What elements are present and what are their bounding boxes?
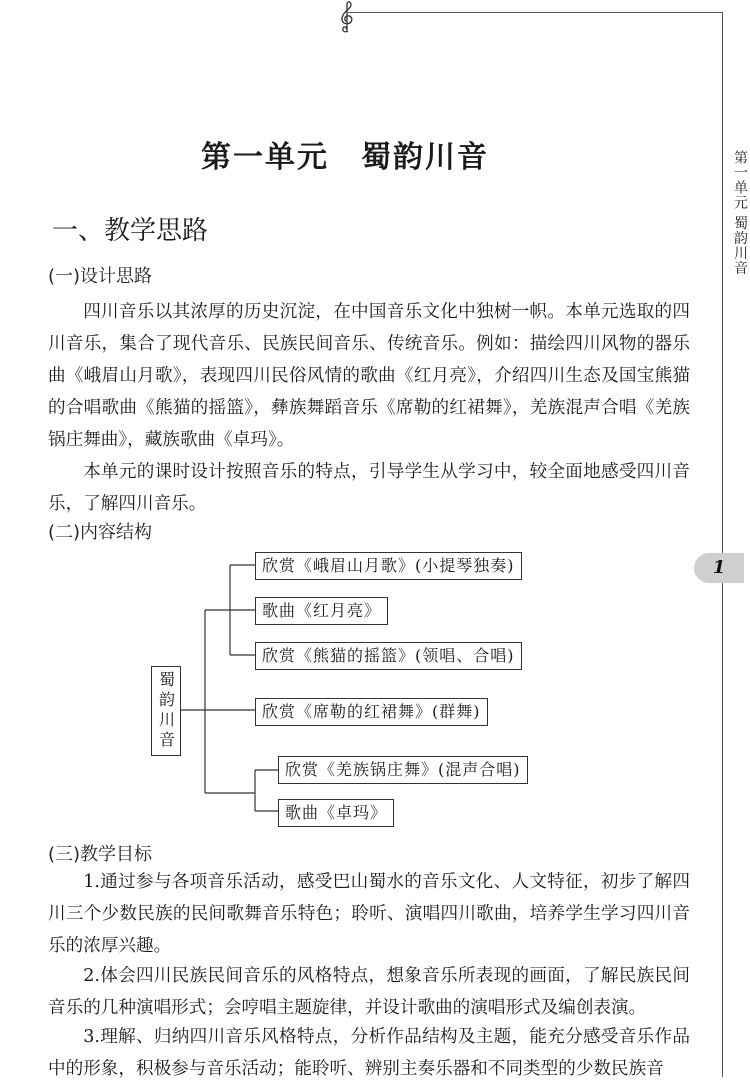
goal-paragraph-1: 1.通过参与各项音乐活动，感受巴山蜀水的音乐文化、人文特征，初步了解四川三个少数民族的民间歌舞音乐特色；聆听、演唱四川歌曲，培养学生学习四川音乐的浓厚兴趣。: [48, 872, 690, 956]
diagram-node: 欣赏《熊猫的摇篮》(领唱、合唱): [255, 642, 522, 670]
running-side-title: 第一单元 蜀韵川音: [732, 150, 748, 276]
diagram-node: 歌曲《红月亮》: [255, 597, 388, 625]
diagram-node: 歌曲《卓玛》: [278, 799, 394, 827]
page-frame-right-rule: [722, 12, 723, 1077]
content-structure-diagram: [140, 540, 560, 840]
subsection-heading-goals: (三)教学目标: [48, 844, 153, 865]
diagram-node: 欣赏《峨眉山月歌》(小提琴独奏): [255, 552, 522, 580]
unit-title: 第一单元 蜀韵川音: [201, 140, 489, 175]
goal-paragraph-3: 3.理解、归纳四川音乐风格特点，分析作品结构及主题，能充分感受音乐作品中的形象，积极参与音乐活动；能聆听、辨别主奏乐器和不同类型的少数民族音: [48, 1027, 690, 1079]
diagram-connectors: [140, 540, 560, 840]
section-heading: 一、教学思路: [52, 216, 209, 246]
diagram-node: 欣赏《席勒的红裙舞》(群舞): [255, 698, 488, 726]
page-number-badge: 1: [694, 553, 744, 583]
page-frame-top-rule: [348, 12, 723, 13]
goal-paragraph-2: 2.体会四川民族民间音乐的风格特点，想象音乐所表现的画面，了解民族民间音乐的几种演唱形式；会哼唱主题旋律，并设计歌曲的演唱形式及编创表演。: [48, 966, 690, 1018]
treble-clef-icon: [336, 0, 358, 34]
diagram-node: 欣赏《羌族锅庄舞》(混声合唱): [278, 756, 528, 784]
subsection-heading-structure: (二)内容结构: [48, 522, 153, 543]
diagram-root-node: 蜀韵川音: [151, 666, 181, 756]
design-paragraph-1: 四川音乐以其浓厚的历史沉淀，在中国音乐文化中独树一帜。本单元选取的四川音乐，集合了现代音乐、民族民间音乐、传统音乐。例如：描绘四川风物的器乐曲《峨眉山月歌》，表现四川民俗风情的歌曲《红月亮》，介绍四川生态及国宝熊猫的合唱歌曲《熊猫的摇篮》，彝族舞蹈音乐《席勒的红裙舞》，羌族混声合唱《羌族锅庄舞曲》，藏族歌曲《卓玛》。: [48, 302, 690, 450]
design-paragraph-2: 本单元的课时设计按照音乐的特点，引导学生从学习中，较全面地感受四川音乐，了解四川音乐。: [48, 462, 690, 514]
subsection-heading-design: (一)设计思路: [48, 266, 153, 287]
